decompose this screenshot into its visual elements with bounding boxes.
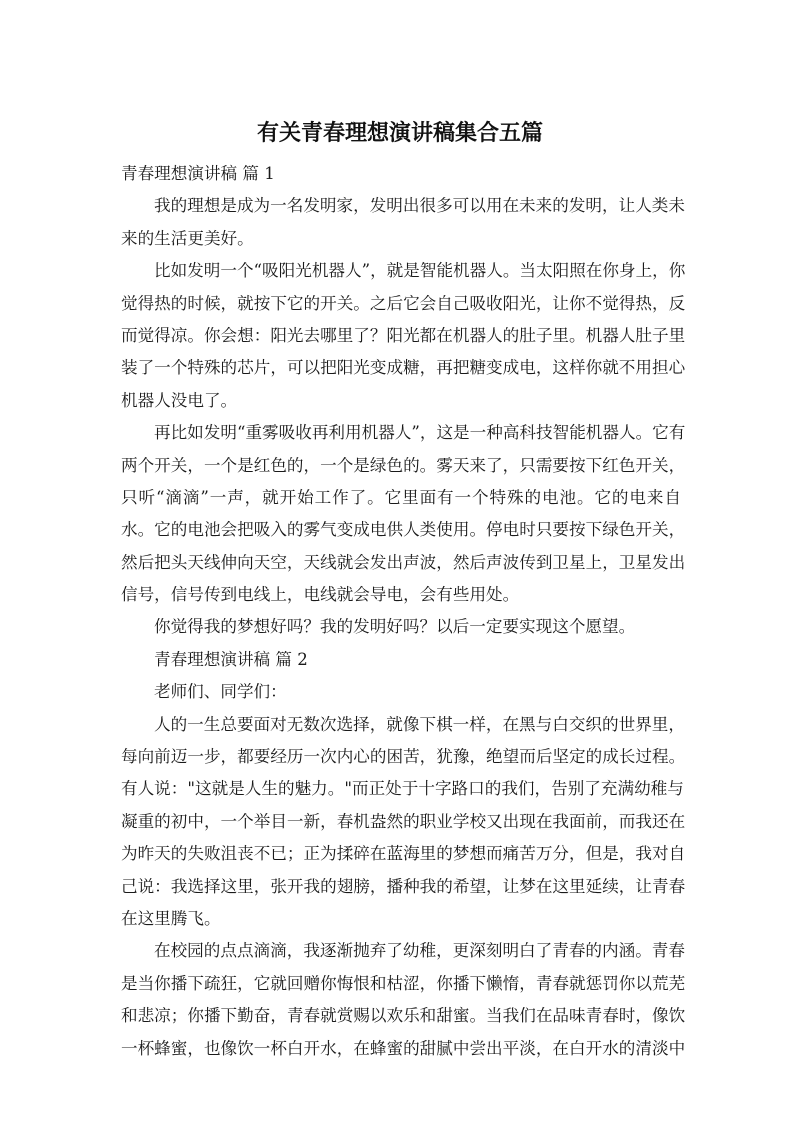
document-body (121, 158, 686, 1065)
paragraph-line: 信号，信号传到电线上，电线就会导电，会有些用处。 (121, 585, 520, 605)
paragraph-line: 为昨天的失败沮丧不已；正为揉碎在蓝海里的梦想而痛苦万分，但是，我对自 (121, 844, 686, 864)
section-heading-2: 青春理想演讲稿 篇 2 (154, 649, 308, 669)
paragraph-line: 己说：我选择这里，张开我的翅膀，播种我的希望，让梦在这里延续，让青春 (121, 876, 686, 896)
paragraph-line: 水。它的电池会把吸入的雾气变成电供人类使用。停电时只要按下绿色开关， (121, 520, 686, 540)
paragraph-line: 有人说："这就是人生的魅力。"而正处于十字路口的我们，告别了充满幼稚与 (121, 779, 684, 799)
paragraph-line: 来的生活更美好。 (121, 228, 254, 248)
salutation: 老师们、同学们： (154, 682, 287, 702)
paragraph-line: 人的一生总要面对无数次选择，就像下棋一样，在黑与白交织的世界里， (154, 714, 685, 734)
paragraph-line: 只听“滴滴”一声，就开始工作了。它里面有一个特殊的电池。它的电来自 (121, 487, 681, 507)
paragraph-line: 在这里腾飞。 (121, 908, 221, 928)
paragraph-line: 是当你播下疏狂，它就回赠你悔恨和枯涩，你播下懒惰，青春就惩罚你以荒芜 (121, 973, 686, 993)
paragraph-line: 每向前迈一步，都要经历一次内心的困苦，犹豫，绝望而后坚定的成长过程。 (121, 747, 686, 767)
paragraph-line: 两个开关，一个是红色的，一个是绿色的。雾天来了，只需要按下红色开关， (121, 455, 686, 475)
section-heading-1: 青春理想演讲稿 篇 1 (121, 164, 275, 183)
paragraph-line: 一杯蜂蜜，也像饮一杯白开水，在蜂蜜的甜腻中尝出平淡，在白开水的清淡中 (121, 1038, 686, 1058)
paragraph-line: 比如发明一个“吸阳光机器人”，就是智能机器人。当太阳照在你身上，你 (154, 261, 686, 281)
paragraph-line: 再比如发明“重雾吸收再利用机器人”，这是一种高科技智能机器人。它有 (154, 423, 686, 443)
paragraph-line: 装了一个特殊的芯片，可以把阳光变成糖，再把糖变成电，这样你就不用担心 (121, 358, 686, 378)
paragraph-line: 在校园的点点滴滴，我逐渐抛弃了幼稚，更深刻明白了青春的内涵。青春 (154, 941, 685, 961)
paragraph-line: 觉得热的时候，就按下它的开关。之后它会自己吸收阳光，让你不觉得热，反 (121, 293, 686, 313)
paragraph-line: 凝重的初中，一个举目一新，春机盎然的职业学校又出现在我面前，而我还在 (121, 811, 686, 831)
paragraph-line: 而觉得凉。你会想：阳光去哪里了？阳光都在机器人的肚子里。机器人肚子里 (121, 325, 686, 345)
paragraph-line: 我的理想是成为一名发明家，发明出很多可以用在未来的发明，让人类未 (154, 196, 685, 216)
document-title: 有关青春理想演讲稿集合五篇 (256, 121, 543, 146)
paragraph-line: 和悲凉；你播下勤奋，青春就赏赐以欢乐和甜蜜。当我们在品味青春时，像饮 (121, 1006, 686, 1026)
paragraph-line: 机器人没电了。 (121, 390, 238, 410)
paragraph-line: 你觉得我的梦想好吗？我的发明好吗？以后一定要实现这个愿望。 (154, 617, 636, 637)
paragraph-line: 然后把头天线伸向天空，天线就会发出声波，然后声波传到卫星上，卫星发出 (121, 552, 686, 572)
